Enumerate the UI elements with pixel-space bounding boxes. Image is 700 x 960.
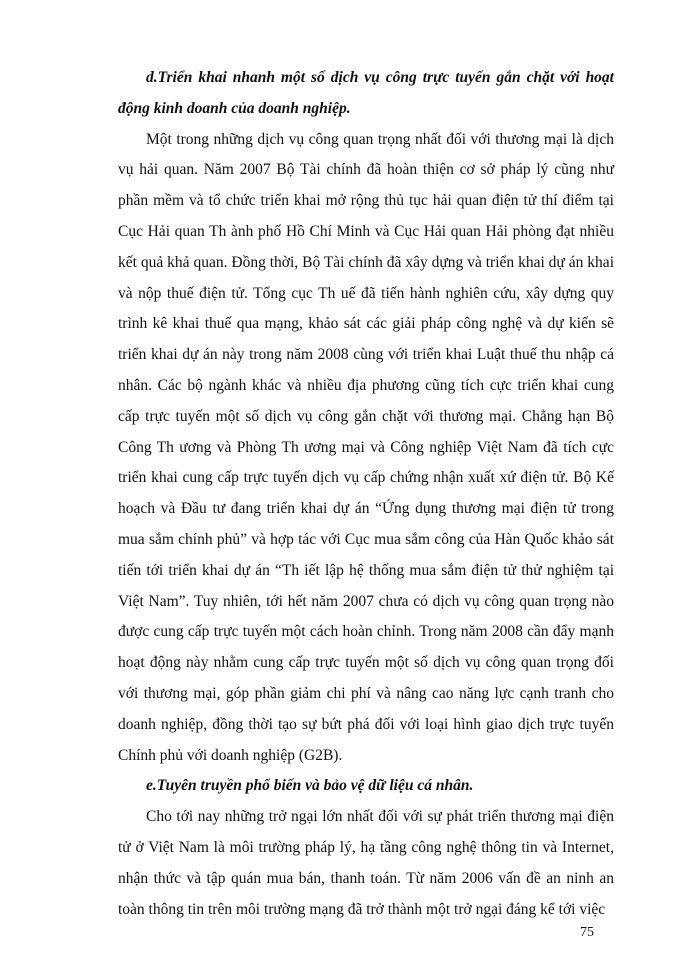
- page-body: [118, 63, 614, 925]
- page-number: 75: [580, 925, 594, 940]
- paragraph-customs-services: Một trong những dịch vụ công quan trọng nhất đối với thương mại là dịch vụ hải quan. Năm 2007 Bộ Tài chính đã hoàn thiện cơ sở pháp lý cũng như phần mềm và tổ chức triển khai mở rộng thủ tục hải quan điện tử thí điểm tại Cục Hải quan Th ành phố Hồ Chí Minh và Cục Hải quan Hải phòng đạt nhiều kết quả khả quan. Đồng thời, Bộ Tài chính đã xây dựng và triển khai dự án khai và nộp thuế điện tử. Tổng cục Th uế đã tiến hành nghiên cứu, xây dựng quy trình kê khai thuế qua mạng, khảo sát các giải pháp công nghệ và dự kiến sẽ triển khai dự án này trong năm 2008 cùng với triển khai Luật thuế thu nhập cá nhân. Các bộ ngành khác và nhiều địa phương cũng tích cực triển khai cung cấp trực tuyến một số dịch vụ công gắn chặt với thương mại. Chẳng hạn Bộ Công Th ương và Phòng Th ương mại và Công nghiệp Việt Nam đã tích cực triển khai cung cấp trực tuyến dịch vụ cấp chứng nhận xuất xứ điện tử. Bộ Kế hoạch và Đầu tư đang triển khai dự án “Ứng dụng thương mại điện tử trong mua sắm chính phủ” và hợp tác với Cục mua sắm công của Hàn Quốc khảo sát tiến tới triển khai dự án “Th iết lập hệ thống mua sắm điện tử thử nghiệm tại Việt Nam”. Tuy nhiên, tới hết năm 2007 chưa có dịch vụ công quan trọng nào được cung cấp trực tuyến một cách hoàn chỉnh. Trong năm 2008 cần đẩy mạnh hoạt động này nhằm cung cấp trực tuyến một số dịch vụ công quan trọng đối với thương mại, góp phần giảm chi phí và nâng cao năng lực cạnh tranh cho doanh nghiệp, đồng thời tạo sự bứt phá đối với loại hình giao dịch trực tuyến Chính phủ với doanh nghiệp (G2B).: [118, 130, 614, 764]
- paragraph-obstacles: Cho tới nay những trở ngại lớn nhất đối với sự phát triển thương mại điện tử ở Việt Nam là môi trường pháp lý, hạ tầng công nghệ thông tin và Internet, nhận thức và tập quán mua bán, thanh toán. Từ năm 2006 vấn đề an ninh an toàn thông tin trên môi trường mạng đã trở thành một trở ngại đáng kể tới việc: [118, 808, 614, 918]
- section-heading-d: d.Triển khai nhanh một số dịch vụ công trực tuyến gắn chặt với hoạt động kinh doanh của doanh nghiệp.: [118, 69, 614, 117]
- section-heading-e: e.Tuyên truyền phổ biến và bảo vệ dữ liệu cá nhân.: [146, 777, 474, 795]
